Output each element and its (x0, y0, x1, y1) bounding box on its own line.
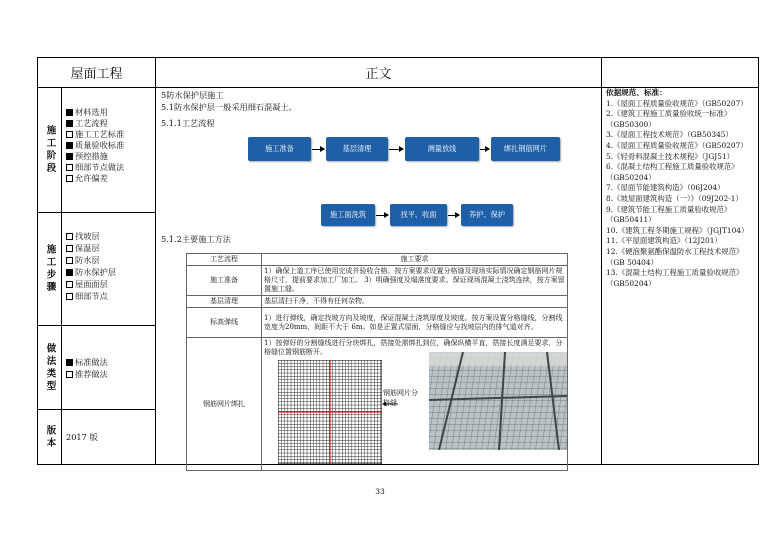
table-figure-cell (262, 338, 568, 471)
reference-item: 8.《坡屋面建筑构造（一）》（09J202-1） (606, 193, 743, 203)
flow-arrow-icon (448, 215, 459, 216)
table-row (187, 266, 568, 296)
stage-item[interactable]: 细部节点做法 (66, 162, 154, 173)
figure-label: 钢筋网片分格缝 (383, 389, 418, 407)
checkbox-empty-icon (66, 164, 73, 171)
references-column (602, 88, 758, 464)
checkbox-empty-icon (66, 371, 73, 378)
checkbox-checked-icon (66, 109, 73, 116)
type-list (66, 356, 154, 380)
rebar-site-photo (429, 352, 567, 450)
type-row (38, 326, 156, 410)
flow-step-survey: 测量放线 (405, 137, 479, 161)
step-item[interactable]: 屋面面层 (66, 278, 154, 290)
step-item[interactable]: 找坡层 (66, 230, 154, 242)
flow-step-clean: 基层清理 (326, 137, 388, 161)
step-list (66, 230, 154, 302)
table-row (187, 308, 568, 338)
table-step-cell: 基层清理 (187, 296, 262, 308)
checkbox-empty-icon (66, 131, 73, 138)
flow-heading: 5.1.1工艺流程 (161, 118, 215, 128)
version-heading: 版本 (44, 424, 56, 450)
reference-item: 11.《平屋面建筑构造》（12J201） (606, 236, 722, 246)
checkbox-empty-icon (66, 245, 73, 252)
reference-item: 3.《屋面工程技术规范》（GB50345） (606, 130, 733, 140)
type-item[interactable]: 推荐做法 (66, 368, 154, 380)
checkbox-empty-icon (66, 233, 73, 240)
checkbox-checked-icon (66, 359, 73, 366)
references-title: 依据规范、标准： (606, 88, 667, 97)
document-frame (37, 57, 759, 465)
step-row (38, 213, 156, 326)
reference-item: 9.《建筑节能工程施工质量验收规范》（GB50411） (606, 204, 732, 225)
checkbox-empty-icon (66, 257, 73, 264)
version-row (38, 410, 156, 464)
stage-item[interactable]: 工艺流程 (66, 118, 154, 129)
header-body-title: 正文 (156, 58, 602, 88)
reference-item: 12.《硬泡聚氨酯保温防水工程技术规范》（GB 50404） (606, 246, 744, 267)
flow-arrow-icon (376, 215, 388, 216)
checkbox-checked-icon (66, 153, 73, 160)
table-header-cell: 工艺流程 (187, 254, 262, 266)
table-header-row (187, 254, 568, 266)
version-value: 2017 版 (66, 432, 98, 442)
stage-item[interactable]: 预控措施 (66, 151, 154, 162)
checkbox-checked-icon (66, 120, 73, 127)
step-item[interactable]: 防水保护层 (66, 266, 154, 278)
type-heading: 做法类型 (44, 342, 56, 393)
stage-row (38, 88, 156, 213)
reference-item: 4.《屋面工程质量验收规范》（GB50207） (606, 140, 748, 150)
flow-arrow-icon (312, 149, 324, 150)
reference-item: 7.《屋面节能建筑构造》（06J204） (606, 183, 725, 193)
table-row (187, 338, 568, 471)
reference-item: 1.《屋面工程质量验收规范》（GB50207） (606, 98, 748, 108)
table-text-cell: 1）确保上道工序已使用完成并验收合格。按方案要求设置分格缝及现场实际情况确定钢筋网片规格尺寸，提前要求加工厂加工。 3）明确强度及塌落度要求。保证现场混凝土浇筑连续，按方案留置施工缝。 (262, 266, 568, 296)
flow-arrow-icon (480, 149, 489, 150)
stage-item[interactable]: 质量验收标准 (66, 140, 154, 151)
reference-item: 10.《建筑工程冬期施工规程》（JGJT104） (606, 225, 749, 235)
stage-item[interactable]: 材料选用 (66, 107, 154, 118)
table-text-cell: 1）进行弹线，确定找坡方向及坡度，保证混凝土浇筑厚度及坡度。按方案设置分格缝线，分割线宽度为20mm，间距不大于 6m。如是正置式屋面，分格缝应与找坡层内的排气道对齐。 (262, 308, 568, 338)
table-text-cell: 基层清扫干净，不得有任何杂物。 (262, 296, 568, 308)
table-step-cell: 标高弹线 (187, 308, 262, 338)
reference-item: 2.《建筑工程施工质量验收统一标准》（GB50300） (606, 109, 732, 129)
header-blank (602, 58, 758, 88)
section-subheading: 5.1防水保护层一般采用细石混凝土。 (161, 102, 297, 112)
step-item[interactable]: 保温层 (66, 242, 154, 254)
flow-step-pour: 施工面洗筑 (321, 204, 375, 226)
flow-step-cure: 养护、保护 (461, 204, 513, 226)
step-item[interactable]: 细部节点 (66, 290, 154, 302)
stage-heading: 施工阶段 (44, 125, 56, 175)
flow-step-rebar: 绑扎钢筋网片 (491, 137, 560, 161)
method-heading: 5.1.2主要施工方法 (161, 234, 231, 244)
checkbox-checked-icon (66, 269, 73, 276)
table-row (187, 296, 568, 308)
stage-list (66, 107, 154, 184)
section-heading: 5防水保护层施工 (161, 90, 224, 100)
step-item[interactable]: 防水层 (66, 254, 154, 266)
flow-step-level: 找平、收面 (390, 204, 447, 226)
table-step-cell: 施工准备 (187, 266, 262, 296)
left-index-column (38, 88, 156, 464)
step-heading: 施工步骤 (44, 244, 56, 294)
checkbox-empty-icon (66, 281, 73, 288)
table-step-cell: 钢筋网片绑扎 (187, 338, 262, 471)
flow-arrow-icon (389, 149, 403, 150)
checkbox-empty-icon (66, 293, 73, 300)
type-item[interactable]: 标准做法 (66, 356, 154, 368)
table-header-cell: 施工要求 (262, 254, 568, 266)
page-number: 33 (375, 487, 385, 496)
flow-step-prepare: 施工准备 (248, 137, 311, 161)
checkbox-empty-icon (66, 175, 73, 182)
reference-item: 5.《轻骨料混凝土技术规程》（JGJ51） (606, 151, 735, 161)
stage-item[interactable]: 施工工艺标准 (66, 129, 154, 140)
main-content (156, 88, 602, 464)
rebar-figures (264, 360, 565, 464)
reference-item: 13.《混凝土结构工程施工质量验收规范》（GB50204） (606, 268, 744, 288)
header-section-title: 屋面工程 (38, 58, 156, 88)
method-table (186, 253, 568, 471)
reference-item: 6.《混凝土结构工程施工质量验收规范》（GB50204） (606, 162, 739, 182)
rebar-grid-diagram (278, 360, 382, 464)
table-text-cell: 1）按弹好的分割缝线进行分块绑扎，搭接处需绑扎到位，确保纵横平直，搭接长度满足要求，分格缝位置钢筋断开。 (264, 339, 563, 356)
stage-item[interactable]: 允许偏差 (66, 173, 154, 184)
checkbox-checked-icon (66, 142, 73, 149)
